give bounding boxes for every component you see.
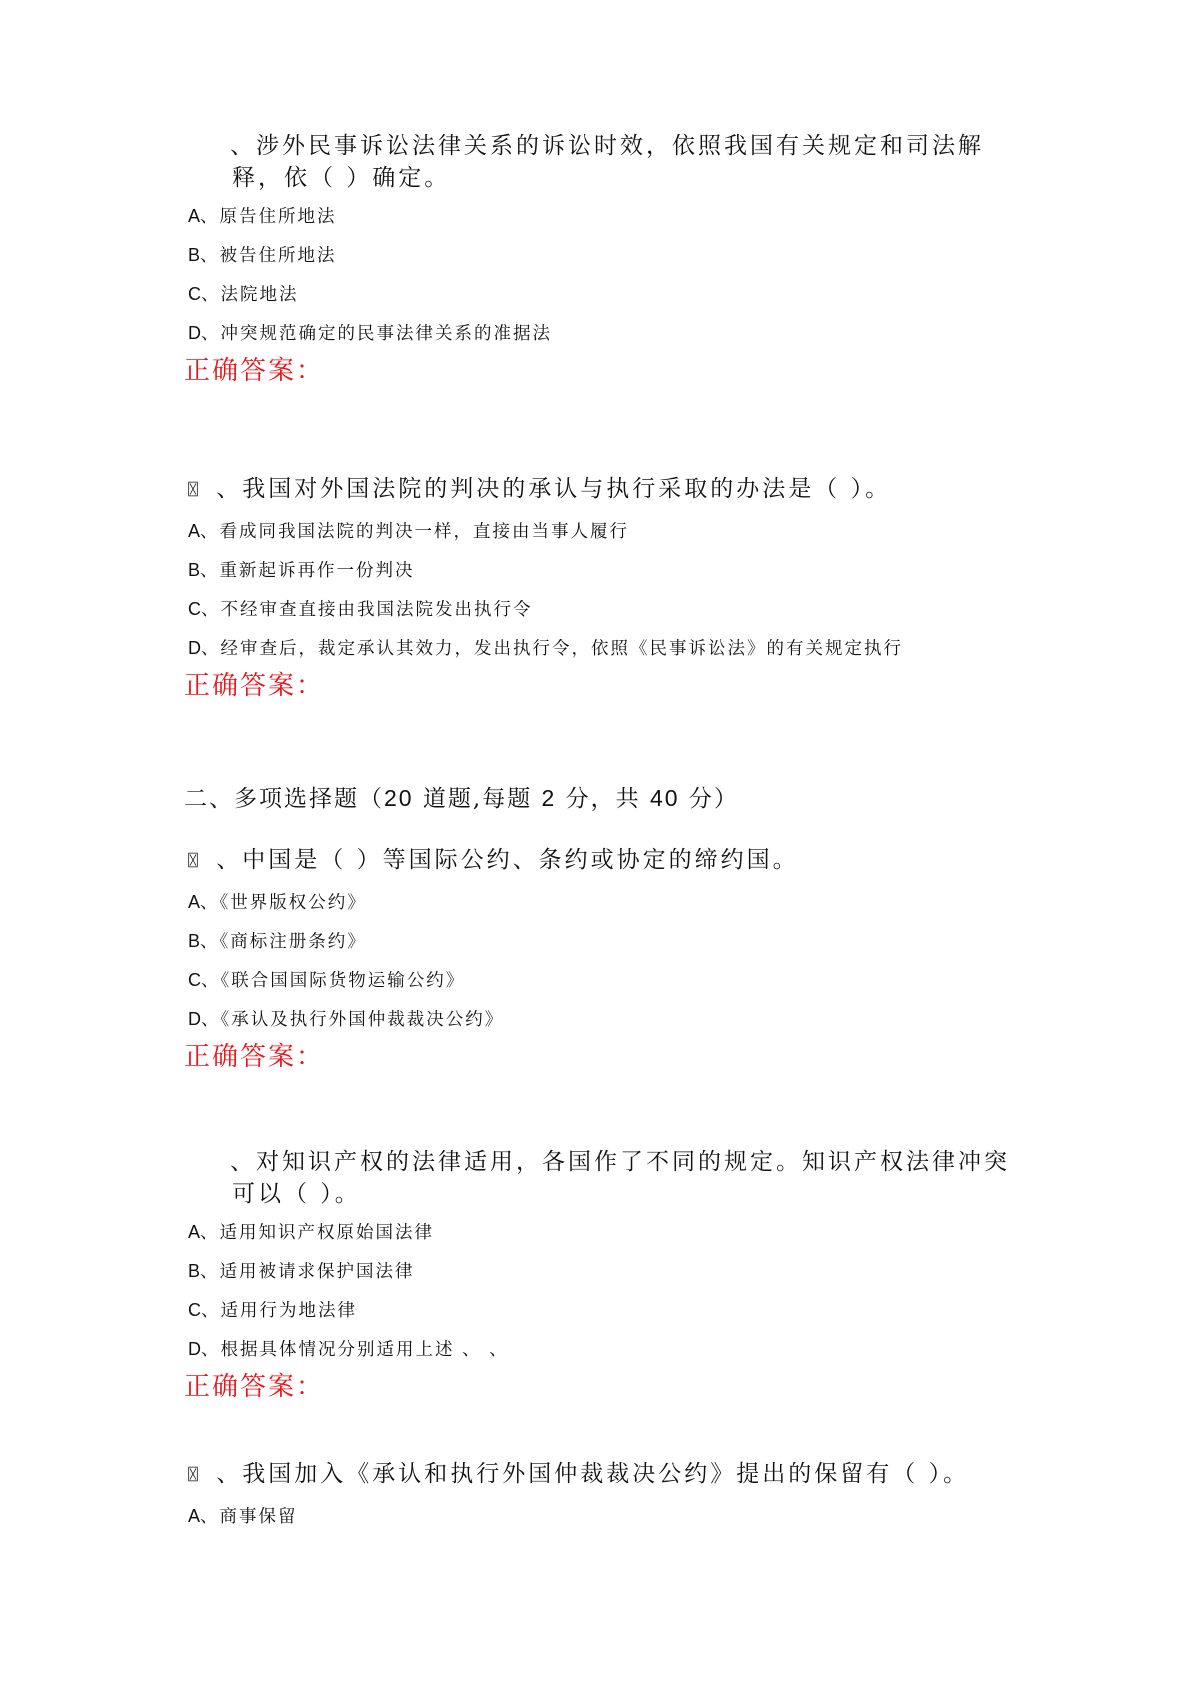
option-letter: C <box>188 284 201 304</box>
question-marker: 〿 <box>184 480 202 501</box>
option-text: 《联合国国际货物运输公约》 <box>220 971 466 991</box>
question-5 <box>184 1458 1024 1537</box>
option-letter: B <box>188 1261 201 1281</box>
option-text: 适用行为地法律 <box>220 1301 357 1321</box>
option-a[interactable] <box>188 1498 1024 1537</box>
option-letter: D <box>188 638 201 658</box>
option-c[interactable] <box>188 1292 1024 1331</box>
question-4-options <box>184 1208 1024 1404</box>
option-text: 经审查后，裁定承认其效力，发出执行令，依照《民事诉讼法》的有关规定执行 <box>220 639 903 659</box>
option-separator: 、 <box>201 285 221 305</box>
section-middle2: 分，共 <box>556 786 650 812</box>
option-letter: A <box>188 1506 201 1526</box>
question-4 <box>184 1146 1024 1210</box>
question-1-options <box>184 192 1024 388</box>
option-separator: 、 <box>200 522 220 542</box>
option-letter: C <box>188 599 201 619</box>
option-b[interactable] <box>188 237 1024 276</box>
option-text: 适用知识产权原始国法律 <box>219 1223 435 1243</box>
option-b[interactable] <box>188 552 1024 591</box>
question-3 <box>184 844 1024 1074</box>
option-a[interactable] <box>188 198 1024 237</box>
correct-answer-label: 正确答案： <box>184 356 325 386</box>
section-middle: 道题,每题 <box>413 786 542 812</box>
option-letter: A <box>188 206 201 226</box>
section-prefix: 二、多项选择题（ <box>184 786 384 812</box>
section-question-count: 20 <box>384 785 414 811</box>
option-text: 不经审查直接由我国法院发出执行令 <box>220 600 533 620</box>
option-text: 《商标注册条约》 <box>219 932 367 952</box>
option-separator: 、 <box>201 1010 221 1030</box>
question-2 <box>184 473 1024 703</box>
option-a[interactable] <box>188 1214 1024 1253</box>
option-d[interactable] <box>188 315 1024 354</box>
option-letter: A <box>188 892 201 912</box>
option-text: 根据具体情况分别适用上述 、 、 <box>220 1340 509 1360</box>
option-letter: A <box>188 1222 201 1242</box>
option-separator: 、 <box>201 1301 221 1321</box>
question-text <box>208 1146 1024 1210</box>
option-separator: 、 <box>201 971 221 991</box>
option-separator: 、 <box>201 1340 221 1360</box>
option-c[interactable] <box>188 962 1024 1001</box>
option-text: 被告住所地法 <box>219 246 337 266</box>
section-total-points: 40 <box>649 785 680 811</box>
option-letter: B <box>188 931 201 951</box>
correct-answer-label: 正确答案： <box>184 671 325 701</box>
option-d[interactable] <box>188 1331 1024 1370</box>
question-text <box>208 130 1024 194</box>
option-text: 适用被请求保护国法律 <box>219 1262 415 1282</box>
option-letter: C <box>188 970 201 990</box>
question-stem: 、对知识产权的法律适用，各国作了不同的规定。知识产权法律冲突可以（ ）。 <box>230 1149 1010 1207</box>
question-stem: 、我国加入《承认和执行外国仲裁裁决公约》提出的保留有（ ）。 <box>206 1461 970 1487</box>
option-separator: 、 <box>200 246 220 266</box>
correct-answer-label: 正确答案： <box>184 1042 325 1072</box>
option-letter: A <box>188 521 201 541</box>
option-c[interactable] <box>188 591 1024 630</box>
option-separator: 、 <box>201 600 221 620</box>
question-stem: 、我国对外国法院的判决的承认与执行采取的办法是（ ）。 <box>206 476 892 502</box>
question-text <box>184 1458 1024 1492</box>
option-text: 冲突规范确定的民事法律关系的准据法 <box>220 324 552 344</box>
option-b[interactable] <box>188 923 1024 962</box>
question-text <box>184 473 1024 507</box>
option-b[interactable] <box>188 1253 1024 1292</box>
option-d[interactable] <box>188 630 1024 669</box>
option-separator: 、 <box>201 324 221 344</box>
option-letter: C <box>188 1300 201 1320</box>
option-letter: D <box>188 323 201 343</box>
option-a[interactable] <box>188 513 1024 552</box>
option-d[interactable] <box>188 1001 1024 1040</box>
option-separator: 、 <box>200 561 220 581</box>
option-letter: B <box>188 245 201 265</box>
question-text <box>184 844 1024 878</box>
question-stem: 、涉外民事诉讼法律关系的诉讼时效，依照我国有关规定和司法解释，依（ ）确定。 <box>230 133 984 191</box>
option-text: 原告住所地法 <box>219 207 337 227</box>
option-text: 重新起诉再作一份判决 <box>219 561 415 581</box>
option-a[interactable] <box>188 884 1024 923</box>
option-separator: 、 <box>200 1223 220 1243</box>
option-separator: 、 <box>200 932 220 952</box>
question-1 <box>184 130 1024 194</box>
option-separator: 、 <box>201 639 221 659</box>
option-letter: D <box>188 1009 201 1029</box>
section-suffix: 分） <box>679 786 739 812</box>
option-separator: 、 <box>200 207 220 227</box>
option-separator: 、 <box>200 893 220 913</box>
option-separator: 、 <box>200 1262 220 1282</box>
option-text: 法院地法 <box>220 285 299 305</box>
option-separator: 、 <box>200 1507 220 1527</box>
question-marker: 〿 <box>184 851 202 872</box>
correct-answer-label: 正确答案： <box>184 1372 325 1402</box>
option-text: 看成同我国法院的判决一样，直接由当事人履行 <box>219 522 630 542</box>
option-c[interactable] <box>188 276 1024 315</box>
option-text: 《承认及执行外国仲裁裁决公约》 <box>220 1010 505 1030</box>
option-letter: D <box>188 1339 201 1359</box>
section-points-each: 2 <box>541 785 557 811</box>
section-title <box>184 782 739 815</box>
question-stem: 、中国是（ ）等国际公约、条约或协定的缔约国。 <box>206 847 799 873</box>
option-letter: B <box>188 560 201 580</box>
option-text: 《世界版权公约》 <box>219 893 367 913</box>
question-marker: 〿 <box>184 1465 202 1486</box>
option-text: 商事保留 <box>219 1507 298 1527</box>
